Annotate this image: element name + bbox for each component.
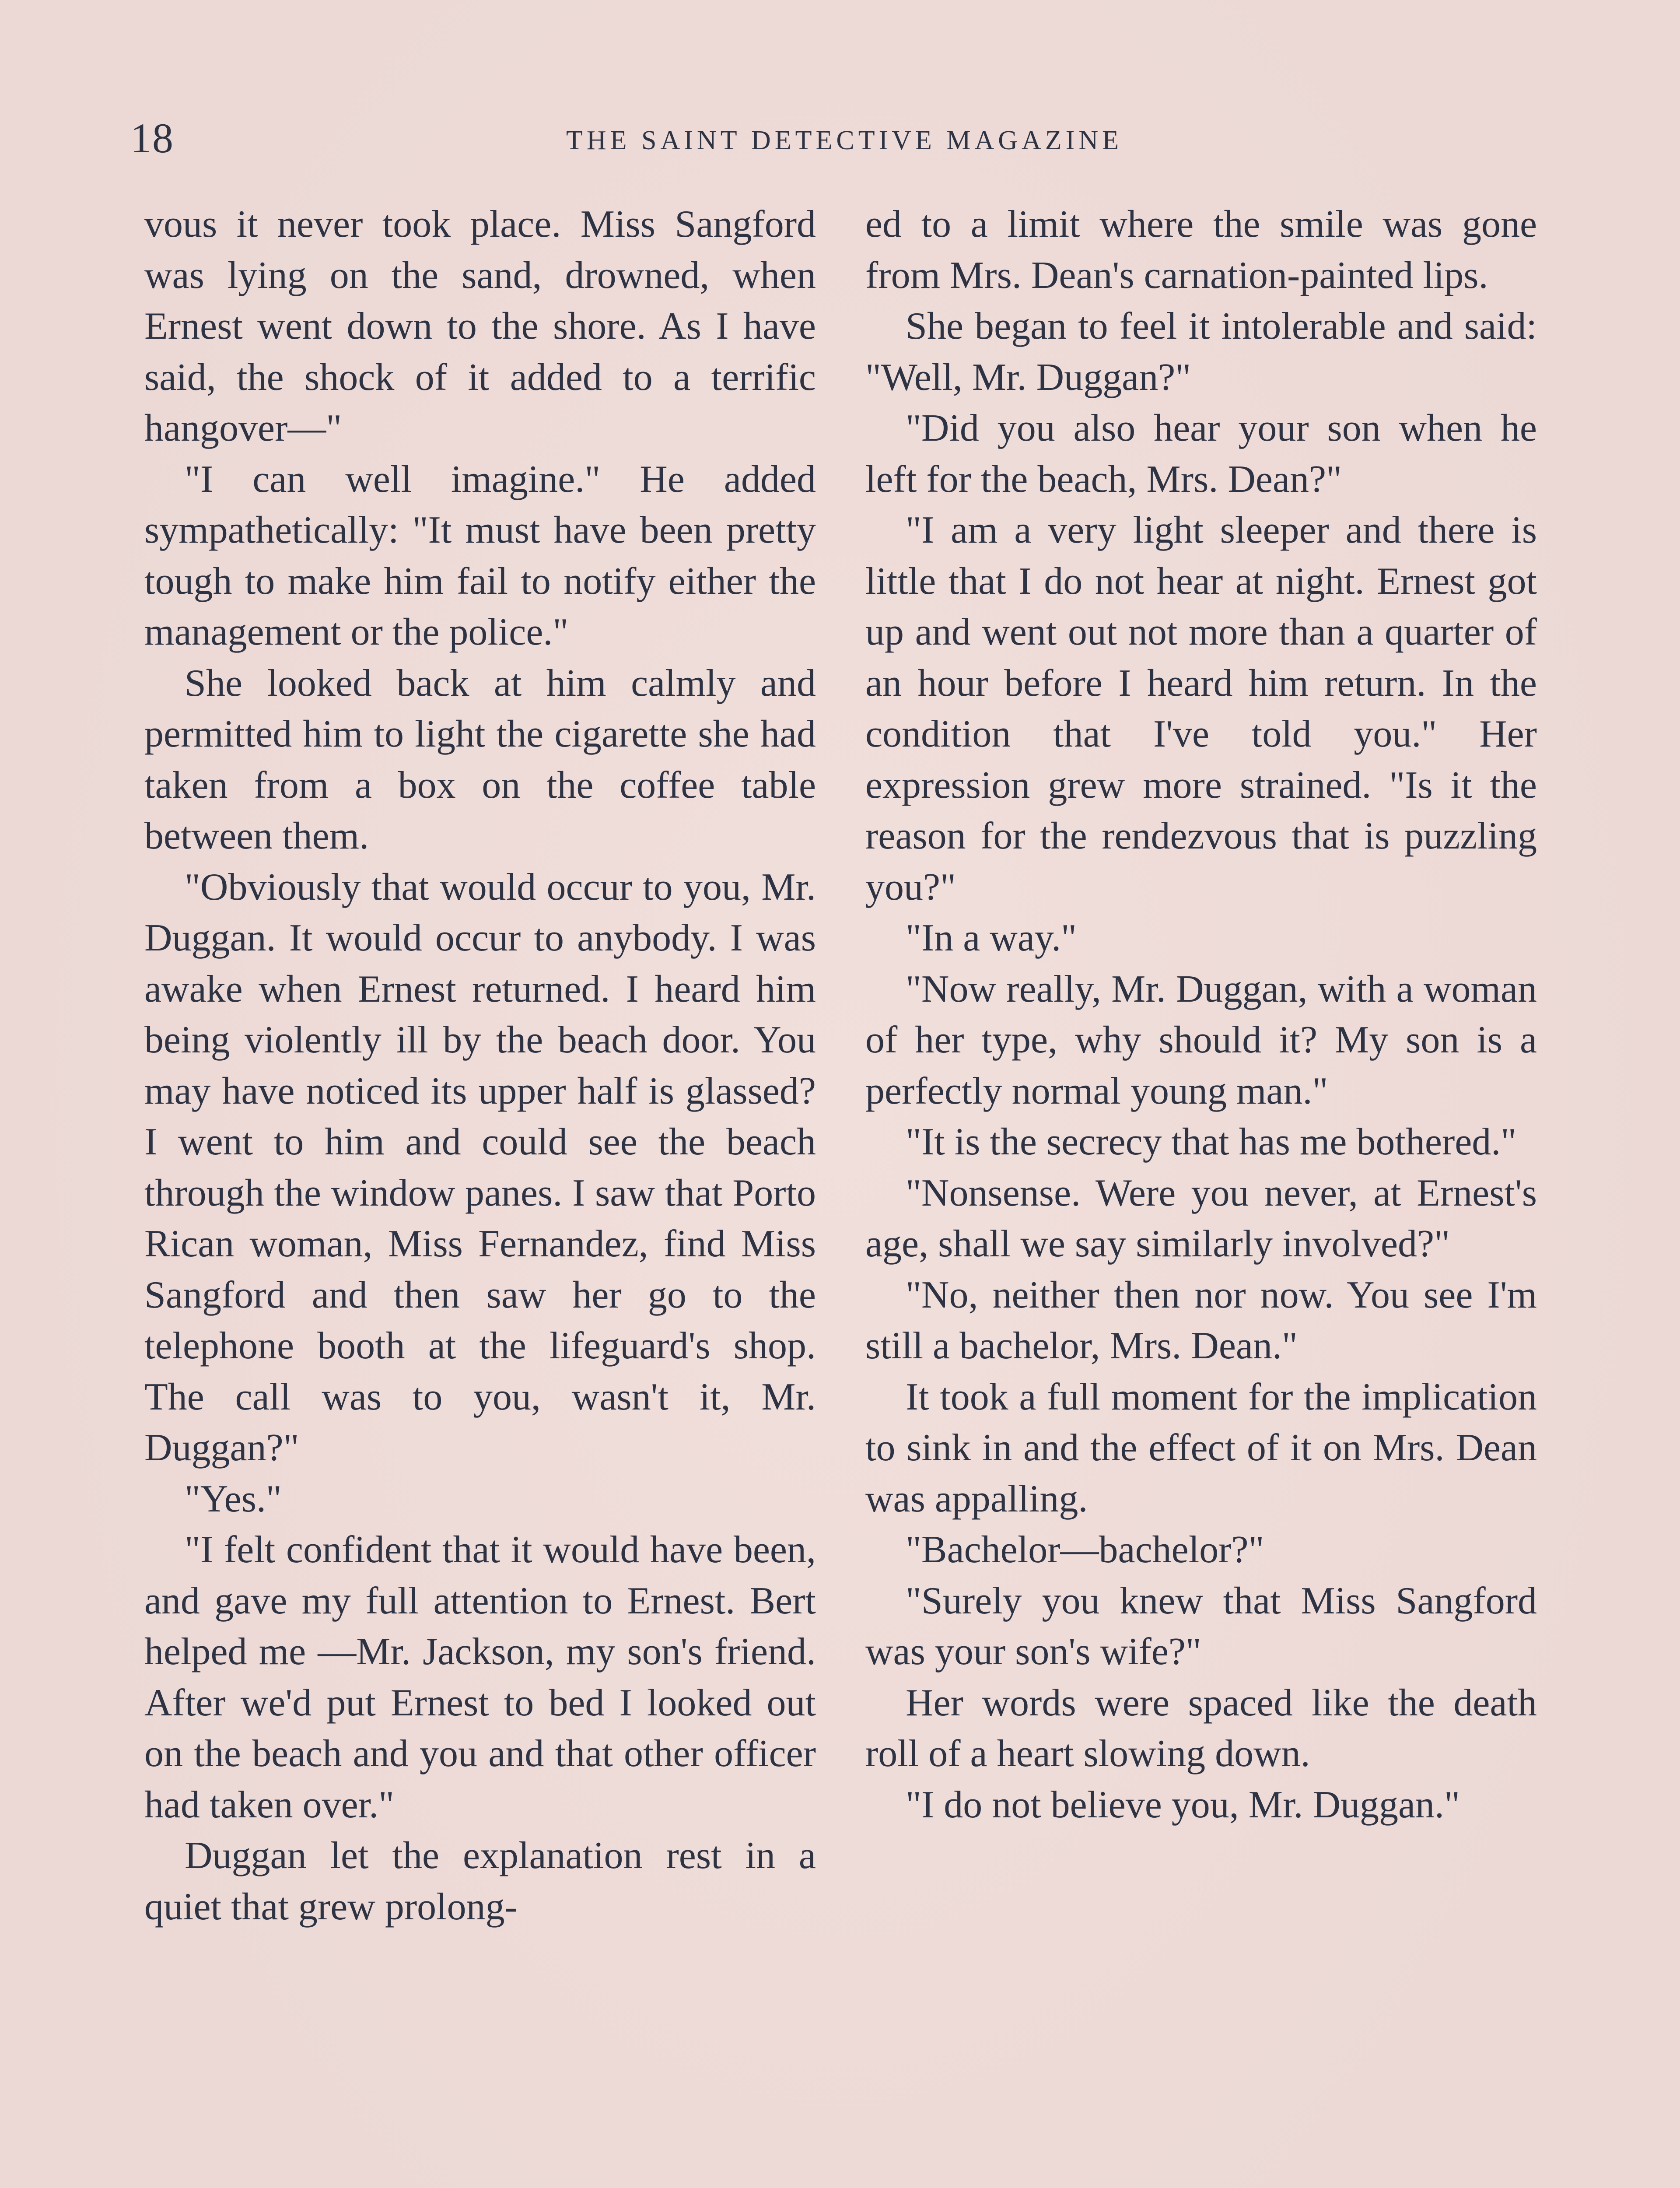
- paragraph: "In a way.": [906, 917, 1077, 959]
- paragraph: Duggan let the explanation rest in a quiet that grew prolong-: [144, 1834, 816, 1928]
- paragraph: "Surely you knew that Miss Sangford was your son's wife?": [865, 1579, 1537, 1673]
- paragraph: "I do not believe you, Mr. Duggan.": [906, 1783, 1460, 1826]
- paragraph: It took a full moment for the implication to sink in and the effect of it on Mrs. Dean was appalling.: [865, 1375, 1537, 1520]
- paragraph: "Now really, Mr. Duggan, with a woman of her type, why should it? My son is a perfectly normal young man.": [865, 968, 1537, 1112]
- paragraph: "Obviously that would occur to you, Mr. Duggan. It would occur to anybody. I was awake when Ernest returned. I heard him being violently ill by the beach door. You may have noticed its upper half is glassed? I went to him and could see the beach through the window panes. I saw that Porto Rican woman, Miss Fernandez, find Miss Sangford and then saw her go to the telephone booth at the lifeguard's shop. The call was to you, wasn't it, Mr. Duggan?": [144, 866, 816, 1469]
- paragraph: "Did you also hear your son when he left for the beach, Mrs. Dean?": [865, 407, 1537, 501]
- paragraph: "I felt confident that it would have been, and gave my full attention to Ernest. Bert helped me —Mr. Jackson, my son's friend. After we'd put Ernest to bed I looked out on the beach and you and that other officer had taken over.": [144, 1529, 816, 1826]
- running-head: THE SAINT DETECTIVE MAGAZINE: [566, 126, 1123, 155]
- page-number: 18: [130, 115, 174, 161]
- paragraph: "I am a very light sleeper and there is little that I do not hear at night. Ernest got up and went out not more than a quarter of an hour before I heard him return. In the condition that I've told you." Her expression grew more strained. "Is it the reason for the rendezvous that is puzzling you?": [865, 509, 1537, 908]
- left-column: [144, 199, 816, 1932]
- paragraph: vous it never took place. Miss Sangford was lying on the sand, drowned, when Ernest went down to the shore. As I have said, the shock of it added to a terrific hangover—": [144, 203, 816, 449]
- paragraph: "Yes.": [185, 1477, 282, 1520]
- paragraph: "Nonsense. Were you never, at Ernest's age, shall we say similarly involved?": [865, 1171, 1537, 1265]
- right-column: [865, 199, 1537, 1830]
- paragraph: "I can well imagine." He added sympathetically: "It must have been pretty tough to make him fail to notify either the management or the police.": [144, 458, 816, 653]
- paragraph: "Bachelor—bachelor?": [906, 1529, 1264, 1571]
- paragraph: ed to a limit where the smile was gone from Mrs. Dean's carnation-painted lips.: [865, 203, 1537, 297]
- paragraph: "It is the secrecy that has me bothered.": [906, 1121, 1517, 1163]
- paragraph: She began to feel it intolerable and said: "Well, Mr. Duggan?": [865, 305, 1537, 399]
- paragraph: She looked back at him calmly and permitted him to light the cigarette she had taken from a box on the coffee table between them.: [144, 662, 816, 857]
- paragraph: "No, neither then nor now. You see I'm still a bachelor, Mrs. Dean.": [865, 1273, 1537, 1367]
- paragraph: Her words were spaced like the death roll of a heart slowing down.: [865, 1681, 1537, 1775]
